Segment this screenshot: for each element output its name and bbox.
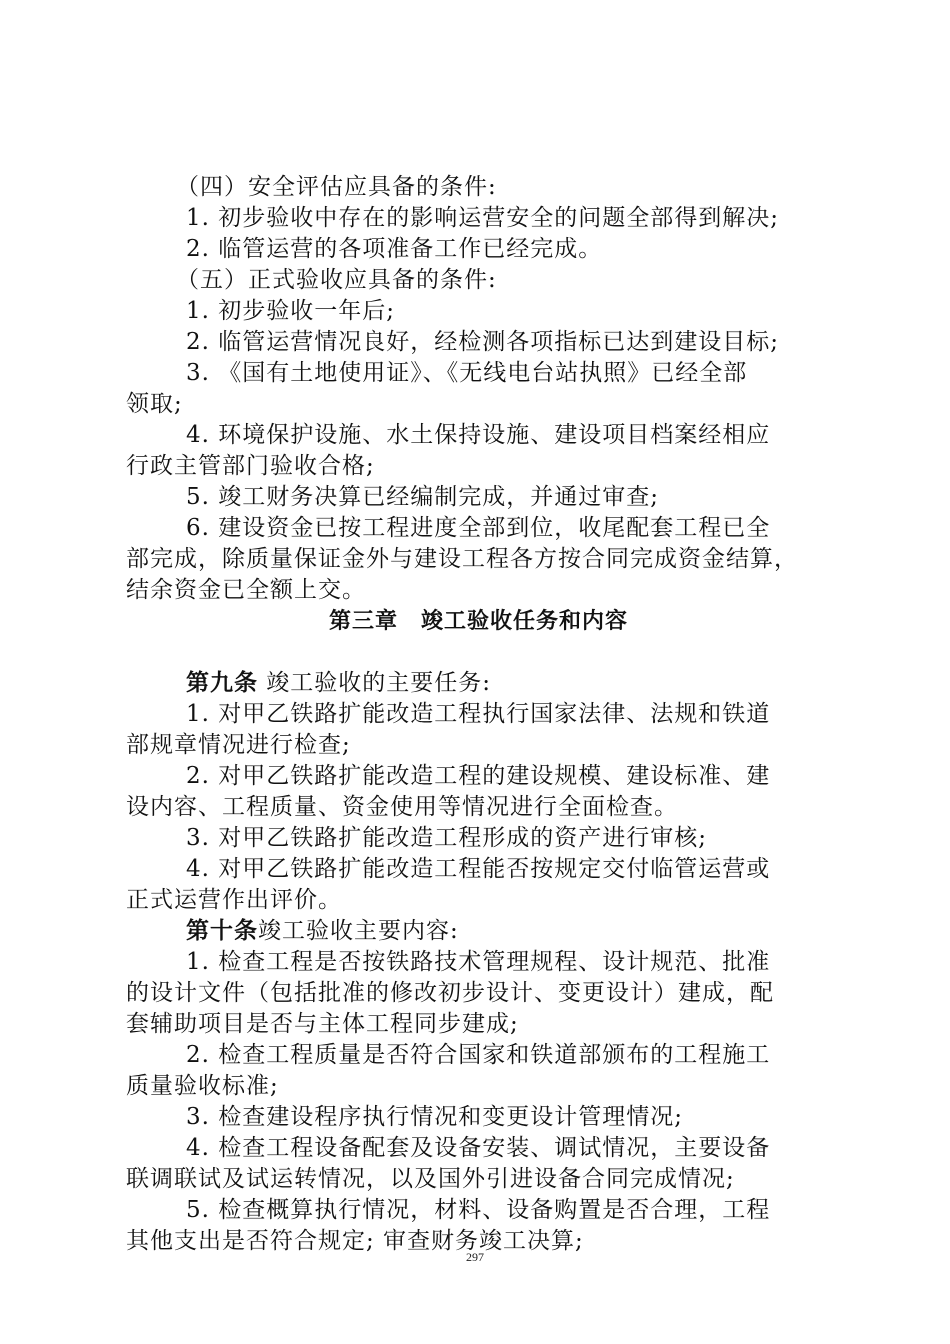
article-10-items [126, 947, 831, 1257]
text-line: 其他支出是否符合规定; 审查财务竣工决算; [126, 1228, 584, 1254]
text-line: 部完成，除质量保证金外与建设工程各方按合同完成资金结算， [126, 546, 798, 572]
text-line: 1. 对甲乙铁路扩能改造工程执行国家法律、法规和铁道 [186, 701, 771, 727]
text-line: 部规章情况进行检查; [126, 732, 351, 758]
text-line: （五）正式验收应具备的条件: [176, 267, 497, 293]
text-line: 2. 检查工程质量是否符合国家和铁道部颁布的工程施工 [186, 1042, 771, 1068]
text-line: 行政主管部门验收合格; [126, 453, 375, 479]
article-9-heading-text: 竣工验收的主要任务: [258, 670, 492, 696]
text-line: 2. 临管运营的各项准备工作已经完成。 [186, 236, 603, 262]
article-9-items [126, 699, 831, 916]
article-10-heading-text: 竣工验收主要内容: [258, 918, 459, 944]
text-line: （四）安全评估应具备的条件: [176, 174, 497, 200]
article-10-heading [126, 916, 831, 947]
text-line: 质量验收标准; [126, 1073, 279, 1099]
text-line: 4. 环境保护设施、水土保持设施、建设项目档案经相应 [186, 422, 771, 448]
text-line: 结余资金已全额上交。 [126, 577, 366, 603]
text-line: 3. 检查建设程序执行情况和变更设计管理情况; [186, 1104, 684, 1130]
text-line: 联调联试及试运转情况，以及国外引进设备合同完成情况; [126, 1166, 735, 1192]
page-number: 297 [466, 1250, 484, 1264]
text-line: 2. 临管运营情况良好，经检测各项指标已达到建设目标; [186, 329, 780, 355]
article-9-heading [126, 668, 831, 699]
section-conditions [126, 172, 831, 606]
text-line: 1. 检查工程是否按铁路技术管理规程、设计规范、批准 [186, 949, 771, 975]
article-10-label: 第十条 [186, 918, 258, 944]
text-line: 5. 检查概算执行情况，材料、设备购置是否合理，工程 [186, 1197, 771, 1223]
text-line: 3. 《国有土地使用证》、《无线电台站执照》已经全部 [186, 360, 748, 386]
text-line: 的设计文件（包括批准的修改初步设计、变更设计）建成，配 [126, 980, 774, 1006]
text-line: 4. 对甲乙铁路扩能改造工程能否按规定交付临管运营或 [186, 856, 771, 882]
text-line: 2. 对甲乙铁路扩能改造工程的建设规模、建设标准、建 [186, 763, 771, 789]
text-line: 正式运营作出评价。 [126, 887, 342, 913]
text-line: 1. 初步验收一年后; [186, 298, 396, 324]
text-line: 领取; [126, 391, 183, 417]
document-body [126, 172, 831, 1257]
chapter-title: 第三章 竣工验收任务和内容 [328, 609, 628, 634]
article-9-label: 第九条 [186, 670, 258, 696]
text-line: 6. 建设资金已按工程进度全部到位，收尾配套工程已全 [186, 515, 771, 541]
text-line: 4. 检查工程设备配套及设备安装、调试情况，主要设备 [186, 1135, 771, 1161]
text-line: 3. 对甲乙铁路扩能改造工程形成的资产进行审核; [186, 825, 708, 851]
text-line: 设内容、工程质量、资金使用等情况进行全面检查。 [126, 794, 678, 820]
text-line: 5. 竣工财务决算已经编制完成，并通过审查; [186, 484, 660, 510]
text-line: 套辅助项目是否与主体工程同步建成; [126, 1011, 519, 1037]
text-line: 1. 初步验收中存在的影响运营安全的问题全部得到解决; [186, 205, 780, 231]
